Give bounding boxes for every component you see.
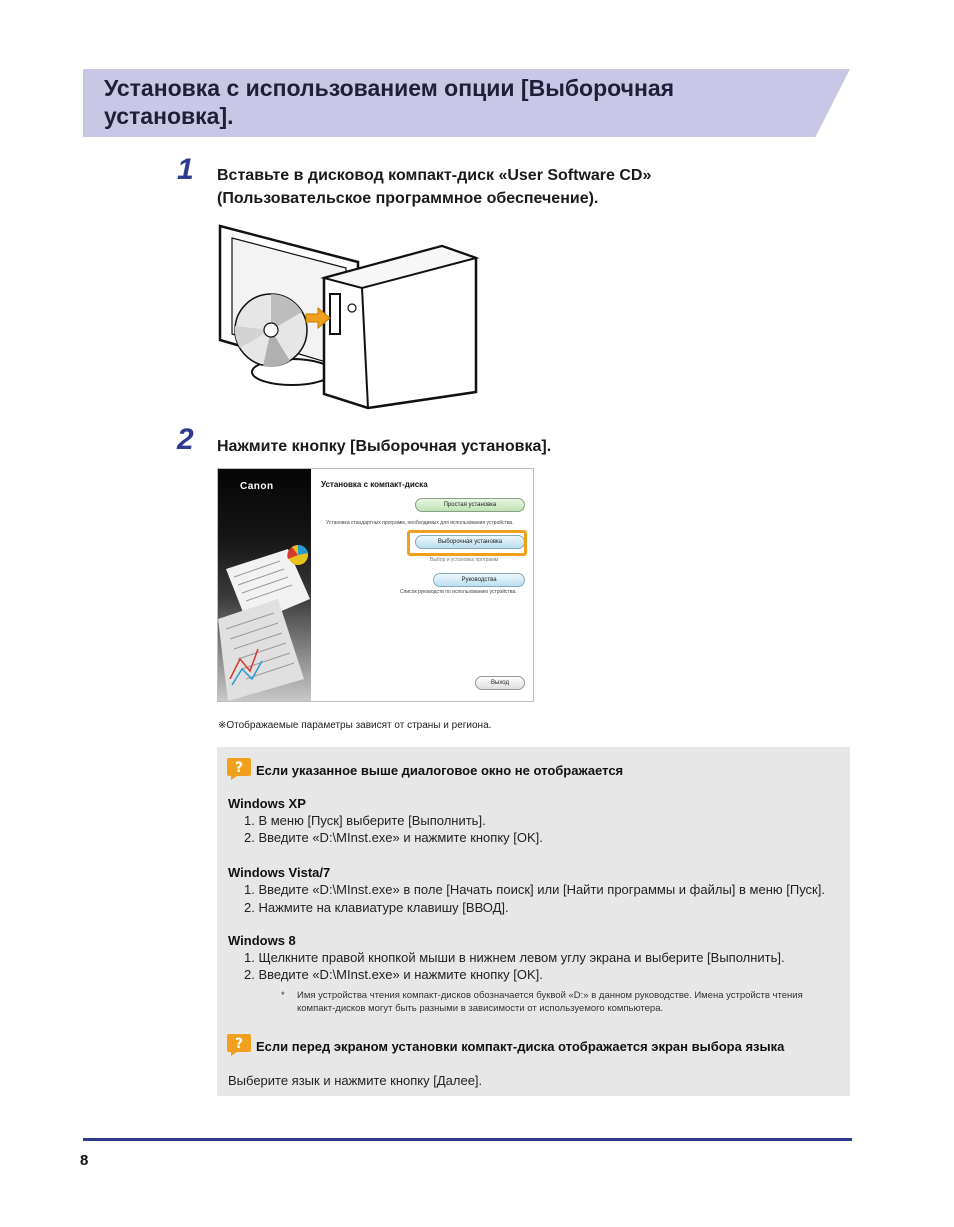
manuals-desc: Список руководств по использованию устройства. xyxy=(400,589,517,595)
question-icon xyxy=(226,757,252,781)
page-number: 8 xyxy=(80,1152,89,1169)
os-vista7-line-1: 1. Введите «D:\MInst.exe» в поле [Начать поиск] или [Найти программы и файлы] в меню [Пуск]. xyxy=(244,882,825,897)
os-title-xp: Windows XP xyxy=(228,796,306,811)
easy-install-button[interactable]: Простая установка xyxy=(415,498,525,512)
installer-window xyxy=(217,468,534,702)
footnote-mark: * xyxy=(281,990,285,1001)
step-1-text: Вставьте в дисковод компакт-диск «User Software CD» (Пользовательское программное обеспечение). xyxy=(217,167,652,207)
documents-graphic xyxy=(218,529,311,701)
custom-install-button[interactable]: Выборочная установка xyxy=(415,535,525,549)
custom-install-desc: Выбор и установка программ xyxy=(430,557,499,563)
exit-button[interactable]: Выход xyxy=(475,676,525,690)
step-2-text: Нажмите кнопку [Выборочная установка]. xyxy=(217,438,552,455)
language-text: Выберите язык и нажмите кнопку [Далее]. xyxy=(228,1073,483,1088)
os-title-win8: Windows 8 xyxy=(228,933,296,948)
info-heading-2: Если перед экраном установки компакт-диска отображается экран выбора языка xyxy=(256,1039,785,1054)
os-vista7-line-2: 2. Нажмите на клавиатуре клавишу [ВВОД]. xyxy=(244,900,509,915)
os-win8-line-2: 2. Введите «D:\MInst.exe» и нажмите кнопку [OK]. xyxy=(244,967,543,982)
canon-logo: Canon xyxy=(240,481,274,492)
os-win8-line-1: 1. Щелкните правой кнопкой мыши в нижнем левом углу экрана и выберите [Выполнить]. xyxy=(244,950,785,965)
footnote-text: Имя устройства чтения компакт-дисков обозначается буквой «D:» в данном руководстве. Имена устройств чтения компакт-дисков могут быть разными в зависимости от используемого компьютера. xyxy=(297,990,803,1014)
installer-title: Установка с компакт-диска xyxy=(321,480,428,489)
os-xp-line-1: 1. В меню [Пуск] выберите [Выполнить]. xyxy=(244,813,486,828)
highlight-frame xyxy=(407,530,527,556)
region-note: ※Отображаемые параметры зависят от страны и региона. xyxy=(218,720,492,731)
footer-rule xyxy=(83,1138,852,1141)
step-2-number: 2 xyxy=(177,423,194,456)
manuals-button[interactable]: Руководства xyxy=(433,573,525,587)
svg-text:?: ? xyxy=(234,760,244,776)
os-title-vista7: Windows Vista/7 xyxy=(228,865,331,880)
cd-insert-illustration xyxy=(218,222,480,412)
os-xp-line-2: 2. Введите «D:\MInst.exe» и нажмите кнопку [OK]. xyxy=(244,830,543,845)
step-1-number: 1 xyxy=(177,153,194,186)
easy-install-desc: Установка стандартных программ, необходимых для использования устройства. xyxy=(326,520,514,526)
page-title: Установка с использованием опции [Выборочная установка]. xyxy=(104,75,675,129)
question-icon-2 xyxy=(226,1033,252,1057)
svg-text:?: ? xyxy=(234,1036,244,1052)
info-heading-1: Если указанное выше диалоговое окно не отображается xyxy=(256,763,624,778)
installer-side-image xyxy=(218,469,311,701)
cd-disc-icon xyxy=(235,294,307,367)
